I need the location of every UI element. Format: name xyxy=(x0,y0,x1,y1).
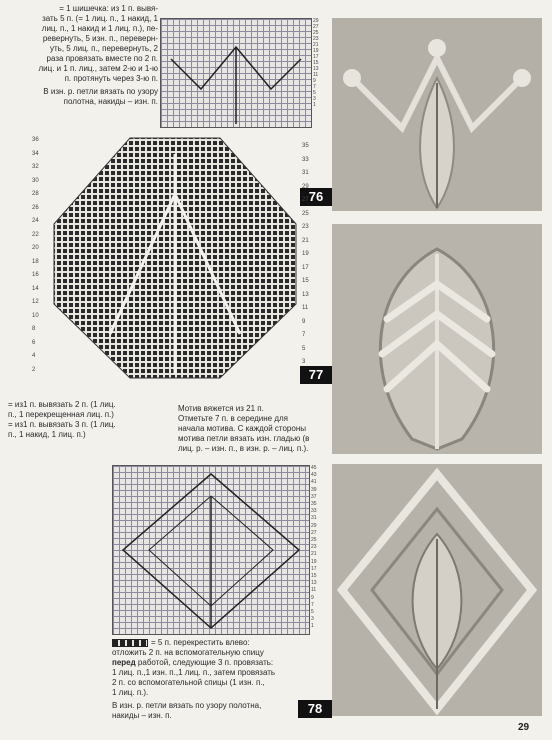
motif-line: начала мотива. С каждой стороны xyxy=(178,424,306,433)
motif-line: мотива петли вязать изн. гладью (в xyxy=(178,434,310,443)
badge-77: 77 xyxy=(300,366,332,384)
chart-76-row-numbers: 29 27 25 23 21 19 17 15 13 11 9 7 5 3 1 xyxy=(313,18,319,108)
increase-legend xyxy=(8,400,173,440)
photo-76-leaf xyxy=(332,18,542,211)
photo-78 xyxy=(332,464,542,716)
legend-line: раза провязать вместе по 2 п. xyxy=(46,54,158,63)
legend-line: отложить 2 п. на вспомогательную спицу xyxy=(112,648,264,657)
photo-77 xyxy=(332,224,542,454)
cable-symbol-icon xyxy=(112,639,148,647)
chart-77-diamond-grid xyxy=(50,134,300,382)
legend-line: В изн. р. петли вязать по узору полотна, xyxy=(112,701,262,710)
legend-line: лиц. п., 1 накид и 1 лиц. п.), пе- xyxy=(41,24,158,33)
chart-77-row-numbers-right: 35 33 31 29 27 25 23 21 19 17 15 13 11 9 7 5 3 xyxy=(302,143,309,365)
legend-line: накиды – изн. п. xyxy=(112,711,172,720)
badge-76: 76 xyxy=(300,188,332,206)
page-number: 29 xyxy=(518,722,530,733)
legend-line: В изн. р. петли вязать по узору xyxy=(43,87,158,96)
legend-line: полотна, накиды – изн. п. xyxy=(63,97,158,106)
legend-line: = 1 шишечка: из 1 п. вывя- xyxy=(59,4,158,13)
chart-77 xyxy=(50,134,300,382)
motif-line: Отметьте 7 п. в середине для xyxy=(178,414,289,423)
legend-line: = из1 п. вывязать 3 п. (1 лиц. xyxy=(8,420,116,429)
chart-78-row-numbers: 45 43 41 39 37 35 33 31 29 27 25 23 21 19 17 15 13 11 9 7 5 3 1 xyxy=(311,465,317,630)
motif-77-notes xyxy=(178,404,330,454)
photo-76 xyxy=(332,18,542,211)
cable-legend xyxy=(112,638,297,721)
legend-bold: перед xyxy=(112,658,136,667)
chart-78-diamond xyxy=(113,466,309,634)
bobble-legend xyxy=(8,4,158,107)
motif-line: лиц. р. – изн. п., в изн. р. – лиц. п.). xyxy=(178,444,309,453)
legend-line: 1 лиц. п.,1 изн. п.,1 лиц. п., затем провязать xyxy=(112,668,276,677)
legend-line: п., 1 перекрещенная лиц. п.) xyxy=(8,410,114,419)
legend-line: п. протянуть через 3-ю п. xyxy=(64,74,158,83)
legend-line: работой, следующие 3 п. провязать: xyxy=(135,658,274,667)
legend-line: 2 п. со вспомогательной спицы (1 изн. п., xyxy=(112,678,265,687)
legend-line: ревернуть, 5 изн. п., переверн- xyxy=(42,34,158,43)
photo-77-leaf xyxy=(332,224,542,454)
chart-76-motif xyxy=(161,19,311,127)
legend-line: уть, 5 лиц. п., перевернуть, 2 xyxy=(50,44,158,53)
photo-78-diamond-leaf xyxy=(332,464,542,716)
badge-78: 78 xyxy=(298,700,332,718)
legend-line: 1 лиц. п.). xyxy=(112,688,149,697)
chart-77-row-numbers-left: 36 34 32 30 28 26 24 22 20 18 16 14 12 10 8 6 4 2 xyxy=(32,137,39,373)
legend-line: = из1 п. вывязать 2 п. (1 лиц. xyxy=(8,400,116,409)
chart-76 xyxy=(160,18,312,128)
chart-78 xyxy=(112,465,310,635)
legend-line: лиц. и 1 п. лиц., затем 2-ю и 1-ю xyxy=(38,64,158,73)
legend-line: = 5 п. перекрестить влево: xyxy=(151,638,250,647)
legend-line: зать 5 п. (= 1 лиц. п., 1 накид, 1 xyxy=(42,14,158,23)
legend-line: п., 1 накид, 1 лиц. п.) xyxy=(8,430,86,439)
motif-line: Мотив вяжется из 21 п. xyxy=(178,404,264,413)
